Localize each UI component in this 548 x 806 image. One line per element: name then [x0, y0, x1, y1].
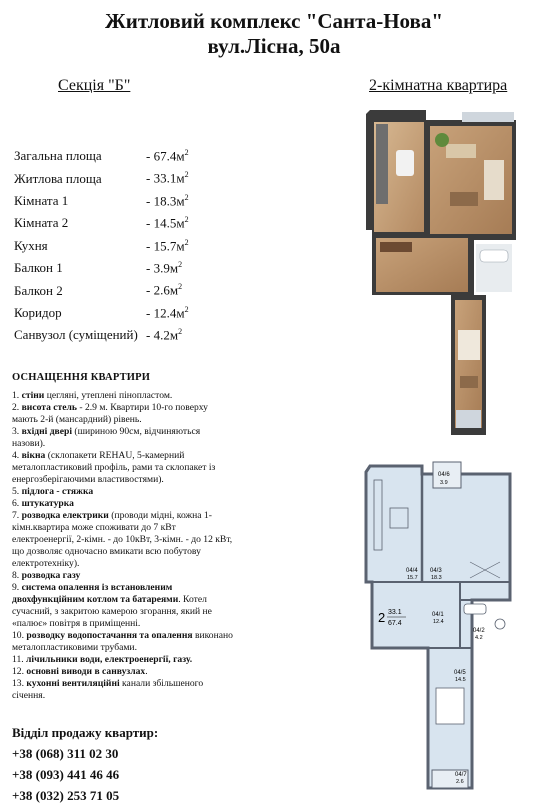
equipment-item-title: система опалення із встановленим двохфункційним котлом та батареями [12, 582, 179, 605]
area-row [14, 167, 244, 189]
area-unit-sup: 2 [178, 282, 183, 292]
equipment-list [12, 390, 234, 702]
room-04-3-area: 18.3 [431, 575, 442, 581]
area-row [14, 190, 244, 212]
area-name: Кімната 2 [14, 215, 69, 231]
equipment-item-title: підлога - стяжка [21, 486, 94, 497]
area-value [146, 215, 189, 231]
room-04-3-code: 04/3 [430, 568, 442, 574]
equipment-item-text: цегляні, утеплені пінопластом. [44, 390, 173, 401]
equipment-item-text: виконано металопластиковими трубами. [12, 630, 233, 653]
equipment-item-title: вікна [21, 450, 46, 461]
area-row [14, 302, 244, 324]
badge-rooms: 2 [378, 610, 386, 625]
equipment-item-number: 2. [12, 402, 20, 413]
equipment-item [12, 450, 234, 486]
area-unit-sup: 2 [184, 215, 189, 225]
equipment-item [12, 570, 234, 582]
room-04-1-area: 12.4 [433, 619, 444, 625]
area-row [14, 212, 244, 234]
area-value [146, 282, 182, 298]
equipment-item-title: розводка електрики [21, 510, 109, 521]
equipment-item-text: . Котел сучасний, з закритою камерою згорання, який не «палює» повітря в приміщенні. [12, 594, 212, 629]
area-value-text: - 67.4м [146, 148, 185, 164]
area-row [14, 145, 244, 167]
room-04-6-code: 04/6 [438, 472, 450, 478]
area-list [14, 145, 244, 347]
apartment-type: 2-кімнатна квартира [369, 77, 508, 94]
area-unit-sup: 2 [184, 170, 189, 180]
equipment-item-title: штукатурка [21, 498, 74, 509]
equipment-item-title: лічильники води, електроенергії, газу. [26, 654, 193, 665]
area-name: Санвузол (суміщений) [14, 327, 138, 343]
apartment-3d-render [356, 100, 528, 435]
area-row [14, 324, 244, 346]
area-value [146, 305, 189, 321]
equipment-item-title: висота стель [21, 402, 77, 413]
equipment-item-title: розводка газу [21, 570, 81, 581]
room-04-7-code: 04/7 [455, 772, 467, 778]
equipment-item-text: (шириною 90см, відчиняються назови). [12, 426, 201, 449]
equipment-item [12, 510, 234, 570]
equipment-item-title: кухонні вентиляційні [26, 678, 120, 689]
equipment-item-number: 4. [12, 450, 20, 461]
area-value [146, 260, 182, 276]
equipment-item [12, 654, 234, 666]
room-04-4-area: 15.7 [407, 575, 418, 581]
room-04-7-area: 2.6 [456, 779, 464, 785]
area-value-text: - 33.1м [146, 170, 185, 186]
area-value-text: - 2.6м [146, 282, 179, 298]
equipment-item-text: . [145, 666, 148, 677]
equipment-item [12, 666, 234, 678]
area-value-text: - 14.5м [146, 215, 185, 231]
area-value-text: - 12.4м [146, 305, 185, 321]
equipment-item [12, 486, 234, 498]
room-04-2-code: 04/2 [473, 628, 485, 634]
area-value [146, 327, 182, 343]
area-row [14, 235, 244, 257]
equipment-item-number: 5. [12, 486, 20, 497]
equipment-item-number: 12. [12, 666, 24, 677]
equipment-item-title: основні виводи в санвузлах [26, 666, 146, 677]
equipment-item [12, 402, 234, 426]
area-name: Балкон 2 [14, 282, 63, 298]
area-value-text: - 15.7м [146, 237, 185, 253]
equipment-item-number: 9. [12, 582, 20, 593]
equipment-item-number: 1. [12, 390, 20, 401]
area-value [146, 238, 189, 254]
area-name: Загальна площа [14, 148, 102, 164]
sales-contacts [12, 722, 158, 806]
equipment-item-number: 11. [12, 654, 24, 665]
area-value-text: - 18.3м [146, 193, 185, 209]
area-value-text: - 3.9м [146, 260, 179, 276]
area-unit-sup: 2 [178, 259, 183, 269]
equipment-item-number: 6. [12, 498, 20, 509]
room-04-5-code: 04/5 [454, 670, 466, 676]
title-address: вул.Лісна, 50а [207, 34, 341, 58]
title-complex: Житловий комплекс "Санта-Нова" [104, 9, 444, 33]
equipment-item-number: 10. [12, 630, 24, 641]
phone-1: +38 (068) 311 02 30 [12, 746, 119, 761]
badge-living-area: 33.1 [388, 609, 402, 616]
room-04-6-area: 3.9 [440, 480, 448, 486]
area-unit-sup: 2 [178, 327, 183, 337]
room-04-5-area: 14.5 [455, 677, 466, 683]
sales-label: Відділ продажу квартир: [12, 725, 159, 740]
room-04-1-code: 04/1 [432, 612, 444, 618]
equipment-item [12, 390, 234, 402]
badge-total-area: 67.4 [388, 620, 402, 627]
floor-plan [360, 452, 540, 792]
area-name: Житлова площа [14, 170, 102, 186]
area-unit-sup: 2 [184, 304, 189, 314]
equipment-item-title: вхідні двері [21, 426, 72, 437]
area-name: Коридор [14, 304, 62, 320]
equipment-item-text: (склопакети REHAU, 5-камерний металопластиковий профіль, рами та склопакет із енергозберігаючими властивостями). [12, 450, 216, 485]
room-04-4-code: 04/4 [406, 568, 418, 574]
equipment-item [12, 498, 234, 510]
equipment-title: ОСНАЩЕННЯ КВАРТИРИ [12, 372, 151, 383]
area-unit-sup: 2 [184, 148, 189, 158]
equipment-item [12, 582, 234, 630]
equipment-item-number: 3. [12, 426, 20, 437]
equipment-item [12, 678, 234, 702]
area-row [14, 257, 244, 279]
equipment-item-text: канали збільшеного січення. [12, 678, 204, 701]
equipment-item-title: розводку водопостачання та опалення [26, 630, 193, 641]
area-value [146, 193, 189, 209]
equipment-item [12, 426, 234, 450]
area-name: Кімната 1 [14, 192, 69, 208]
equipment-item [12, 630, 234, 654]
equipment-item-title: стіни [21, 390, 45, 401]
area-value [146, 148, 189, 164]
area-row [14, 279, 244, 301]
area-name: Балкон 1 [14, 260, 63, 276]
section-label: Секція "Б" [58, 77, 131, 94]
equipment-item-text: - 2.9 м. Квартири 10-го поверху мають 2-й (мансардний) рівень. [12, 402, 208, 425]
equipment-item-number: 13. [12, 678, 24, 689]
phone-3: +38 (032) 253 71 05 [12, 788, 120, 803]
phone-2: +38 (093) 441 46 46 [12, 767, 120, 782]
area-value-text: - 4.2м [146, 327, 179, 343]
area-unit-sup: 2 [184, 192, 189, 202]
area-name: Кухня [14, 237, 48, 253]
equipment-item-number: 8. [12, 570, 20, 581]
area-value [146, 170, 189, 186]
room-04-2-area: 4.2 [475, 635, 483, 641]
equipment-item-number: 7. [12, 510, 20, 521]
equipment-section [12, 372, 234, 702]
area-unit-sup: 2 [184, 237, 189, 247]
equipment-item-text: (проводи мідні, кожна 1-кімн.квартира може споживати до 7 кВт електроенергії, 2-кімн. - до 10кВт, 3-кімн. - до 12 кВт, що дозволяє одночасно вмикати всю побутову електротехніку). [12, 510, 233, 569]
